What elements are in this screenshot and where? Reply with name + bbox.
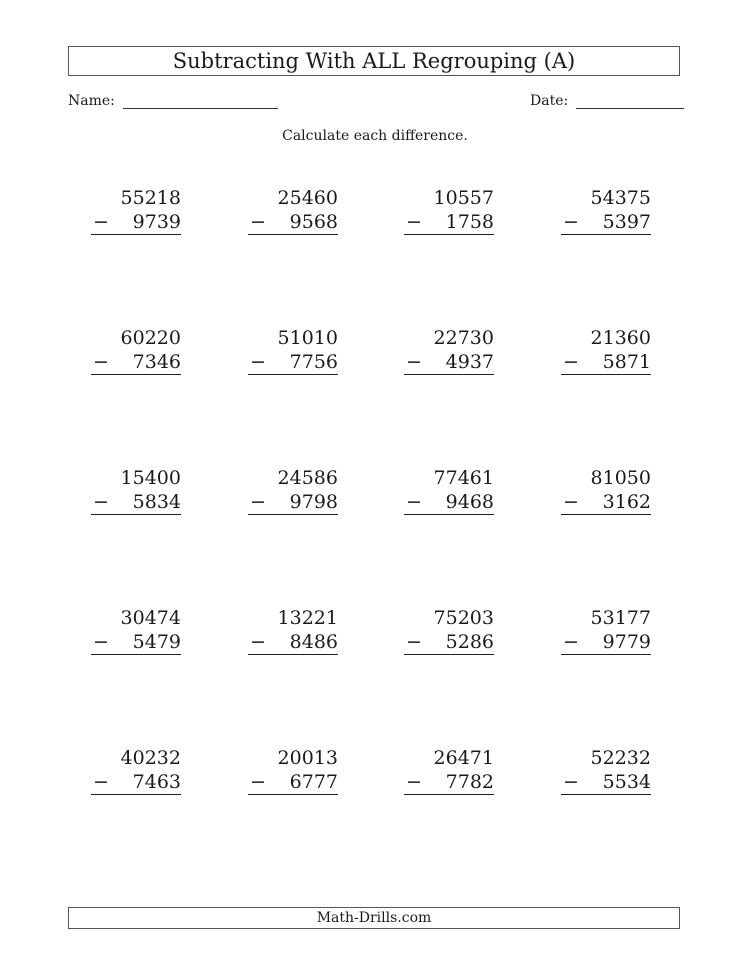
subtrahend-line	[248, 490, 338, 515]
minus-sign: −	[250, 491, 266, 513]
problem-item	[248, 326, 338, 375]
worksheet-title	[68, 46, 680, 76]
footer	[68, 907, 680, 929]
minus-sign: −	[250, 211, 266, 233]
minuend: 15400	[120, 467, 181, 489]
problem-item	[248, 746, 338, 795]
problem-item	[91, 186, 181, 235]
minuend: 13221	[277, 607, 338, 629]
minuend: 54375	[590, 187, 651, 209]
minus-sign: −	[93, 211, 109, 233]
minuend: 51010	[277, 327, 338, 349]
subtrahend: 9468	[445, 491, 494, 513]
subtrahend-line	[404, 210, 494, 235]
subtrahend-line	[91, 210, 181, 235]
minus-sign: −	[93, 631, 109, 653]
problem-item	[91, 746, 181, 795]
problem-item	[404, 466, 494, 515]
minuend: 10557	[433, 187, 494, 209]
subtrahend-line	[561, 350, 651, 375]
problem-item	[91, 606, 181, 655]
minus-sign: −	[563, 351, 579, 373]
minus-sign: −	[93, 491, 109, 513]
problem-item	[91, 326, 181, 375]
subtrahend-line	[91, 770, 181, 795]
minus-sign: −	[563, 211, 579, 233]
subtrahend-line	[404, 490, 494, 515]
subtrahend: 1758	[445, 211, 494, 233]
subtrahend: 7756	[289, 351, 338, 373]
subtrahend-line	[561, 630, 651, 655]
minuend: 26471	[433, 747, 494, 769]
subtrahend: 5397	[602, 211, 651, 233]
subtrahend-line	[404, 350, 494, 375]
minus-sign: −	[406, 351, 422, 373]
subtrahend: 5286	[445, 631, 494, 653]
minus-sign: −	[250, 351, 266, 373]
problem-item	[248, 606, 338, 655]
problem-item	[248, 186, 338, 235]
minuend: 22730	[433, 327, 494, 349]
worksheet-title-text: Subtracting With ALL Regrouping (A)	[172, 49, 576, 73]
date-label: Date:	[530, 93, 569, 109]
minuend: 75203	[433, 607, 494, 629]
name-label: Name:	[68, 93, 115, 109]
subtrahend-line	[248, 350, 338, 375]
problem-item	[561, 606, 651, 655]
subtrahend: 3162	[602, 491, 651, 513]
subtrahend: 7782	[445, 771, 494, 793]
subtrahend-line	[248, 770, 338, 795]
date-blank-line	[576, 92, 684, 109]
problem-item	[561, 326, 651, 375]
minuend: 52232	[590, 747, 651, 769]
subtrahend: 7346	[132, 351, 181, 373]
minus-sign: −	[250, 631, 266, 653]
subtrahend: 7463	[132, 771, 181, 793]
minuend: 53177	[590, 607, 651, 629]
minus-sign: −	[250, 771, 266, 793]
subtrahend: 9568	[289, 211, 338, 233]
minuend: 77461	[433, 467, 494, 489]
problem-item	[561, 466, 651, 515]
subtrahend: 9779	[602, 631, 651, 653]
minuend: 81050	[590, 467, 651, 489]
minus-sign: −	[563, 491, 579, 513]
minus-sign: −	[563, 771, 579, 793]
minus-sign: −	[406, 491, 422, 513]
minus-sign: −	[406, 631, 422, 653]
minus-sign: −	[93, 771, 109, 793]
minus-sign: −	[406, 771, 422, 793]
footer-site: Math-Drills.com	[316, 910, 432, 926]
minuend: 60220	[120, 327, 181, 349]
instructions: Calculate each difference.	[282, 128, 468, 144]
minuend: 24586	[277, 467, 338, 489]
subtrahend-line	[404, 770, 494, 795]
minuend: 40232	[120, 747, 181, 769]
problem-item	[561, 746, 651, 795]
subtrahend: 5871	[602, 351, 651, 373]
subtrahend: 8486	[289, 631, 338, 653]
subtrahend-line	[248, 630, 338, 655]
problem-item	[248, 466, 338, 515]
minuend: 20013	[277, 747, 338, 769]
problem-item	[404, 606, 494, 655]
subtrahend: 9798	[289, 491, 338, 513]
subtrahend-line	[91, 630, 181, 655]
subtrahend-line	[561, 490, 651, 515]
subtrahend: 5534	[602, 771, 651, 793]
name-field	[68, 92, 278, 109]
subtrahend: 5479	[132, 631, 181, 653]
subtrahend-line	[248, 210, 338, 235]
subtrahend-line	[561, 770, 651, 795]
minuend: 25460	[277, 187, 338, 209]
problem-item	[404, 746, 494, 795]
subtrahend: 5834	[132, 491, 181, 513]
subtrahend-line	[404, 630, 494, 655]
problem-item	[561, 186, 651, 235]
problem-item	[91, 466, 181, 515]
subtrahend-line	[91, 490, 181, 515]
minus-sign: −	[406, 211, 422, 233]
minuend: 55218	[120, 187, 181, 209]
problem-item	[404, 186, 494, 235]
subtrahend-line	[91, 350, 181, 375]
subtrahend: 9739	[132, 211, 181, 233]
subtrahend: 4937	[445, 351, 494, 373]
minus-sign: −	[93, 351, 109, 373]
problem-item	[404, 326, 494, 375]
subtrahend-line	[561, 210, 651, 235]
minus-sign: −	[563, 631, 579, 653]
subtrahend: 6777	[289, 771, 338, 793]
minuend: 30474	[120, 607, 181, 629]
date-field	[530, 92, 684, 109]
minuend: 21360	[590, 327, 651, 349]
name-blank-line	[123, 92, 278, 109]
